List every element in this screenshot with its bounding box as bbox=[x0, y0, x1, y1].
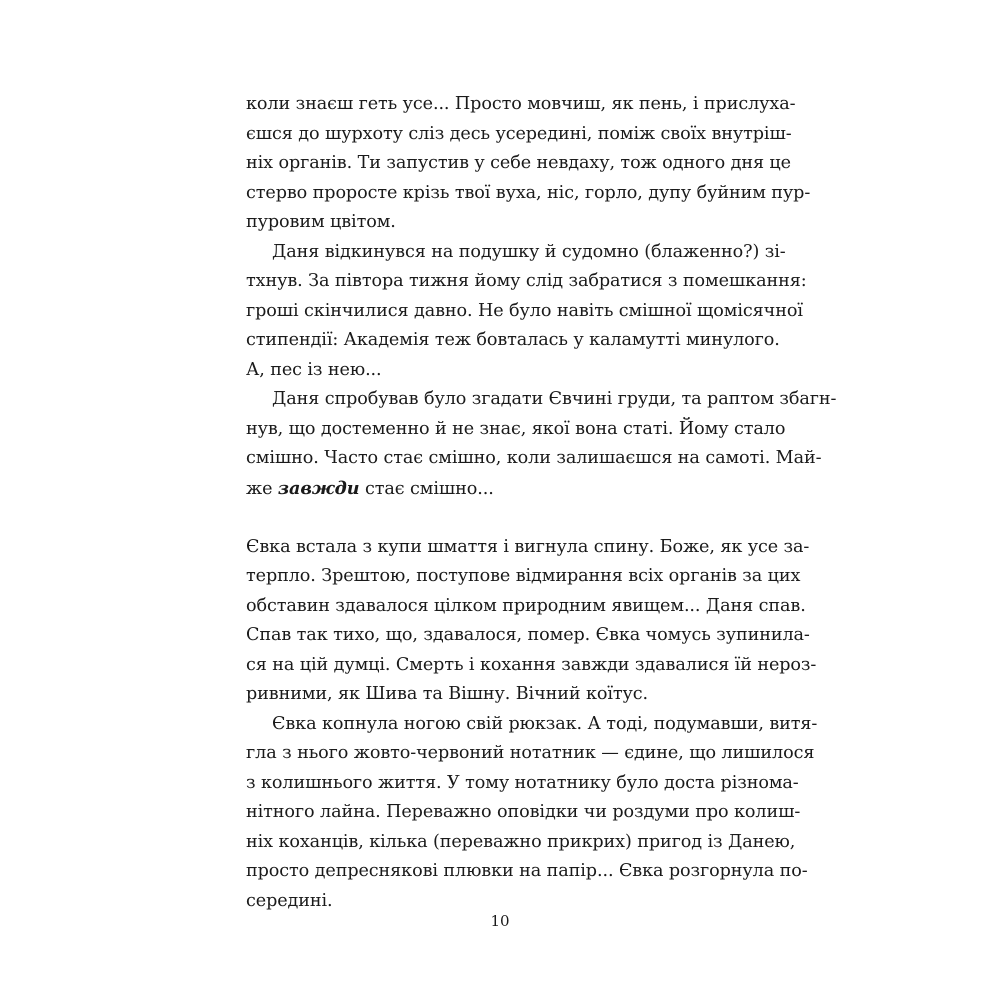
paragraph-1 bbox=[246, 90, 811, 238]
text-line: просто депреснякові плювки на папір... Євка розгорнула по- bbox=[246, 861, 808, 881]
page-number: 10 bbox=[490, 912, 510, 930]
text-line: Даня спробував було згадати Євчині груди, та раптом збагн- bbox=[272, 389, 837, 409]
text-line: тхнув. За півтора тижня йому слід забратися з помешкання: bbox=[246, 271, 807, 291]
text-line: Даня відкинувся на подушку й судомно (блаженно?) зі- bbox=[272, 241, 786, 262]
text-line: гроші скінчилися давно. Не було навіть смішної щомісячної bbox=[246, 300, 803, 321]
text-line: смішно. Часто стає смішно, коли залишаєшся на самоті. Май- bbox=[246, 448, 822, 468]
text-line: ривними, як Шива та Вішну. Вічний коїтус. bbox=[246, 684, 649, 704]
page-text bbox=[246, 90, 837, 916]
text-line: ніх органів. Ти запустив у себе невдаху, тож одного дня це bbox=[246, 153, 791, 173]
scene-break bbox=[246, 503, 758, 533]
text-line: ніх коханців, кілька (переважно прикрих) пригод із Данею, bbox=[246, 831, 796, 852]
emphasized-word: завжди bbox=[277, 477, 360, 499]
line-suffix: стає смішно... bbox=[359, 478, 494, 499]
text-line: стипендії: Академія теж бовталась у каламутті минулого. bbox=[246, 330, 780, 350]
text-line: нітного лайна. Переважно оповідки чи роздуми про колиш- bbox=[246, 802, 801, 822]
text-line: гла з нього жовто-червоний нотатник — єдине, що лишилося bbox=[246, 743, 815, 763]
text-line: ся на цій думці. Смерть і кохання завжди здавалися їй нероз- bbox=[246, 654, 817, 675]
paragraph-5 bbox=[246, 710, 818, 917]
text-line: Євка копнула ногою свій рюкзак. А тоді, подумавши, витя- bbox=[272, 713, 818, 734]
text-line: середині. bbox=[246, 890, 333, 911]
text-line: А, пес із нею... bbox=[246, 359, 382, 380]
text-line: обставин здавалося цілком природним явищем... Даня спав. bbox=[246, 595, 806, 616]
text-line: стерво проросте крізь твої вуха, ніс, горло, дупу буйним пур- bbox=[246, 182, 811, 203]
paragraph-3 bbox=[246, 385, 837, 503]
text-line: Євка встала з купи шмаття і вигнула спину. Боже, як усе за- bbox=[246, 536, 810, 557]
text-line: терпло. Зрештою, поступове відмирання всіх органів за цих bbox=[246, 566, 801, 586]
line-prefix: же bbox=[246, 478, 278, 499]
text-line: з колишнього життя. У тому нотатнику було доста різнома- bbox=[246, 772, 799, 793]
text-line: нув, що достеменно й не знає, якої вона статі. Йому стало bbox=[246, 418, 786, 439]
text-line: коли знаєш геть усе... Просто мовчиш, як пень, і прислуха- bbox=[246, 94, 796, 114]
text-line-emphasis bbox=[246, 474, 758, 504]
text-line: Спав так тихо, що, здавалося, помер. Євка чомусь зупинила- bbox=[246, 625, 810, 645]
paragraph-2 bbox=[246, 238, 807, 386]
paragraph-4 bbox=[246, 533, 817, 710]
text-line: пуровим цвітом. bbox=[246, 212, 396, 232]
text-line: єшся до шурхоту сліз десь усередині, поміж своїх внутріш- bbox=[246, 123, 792, 144]
